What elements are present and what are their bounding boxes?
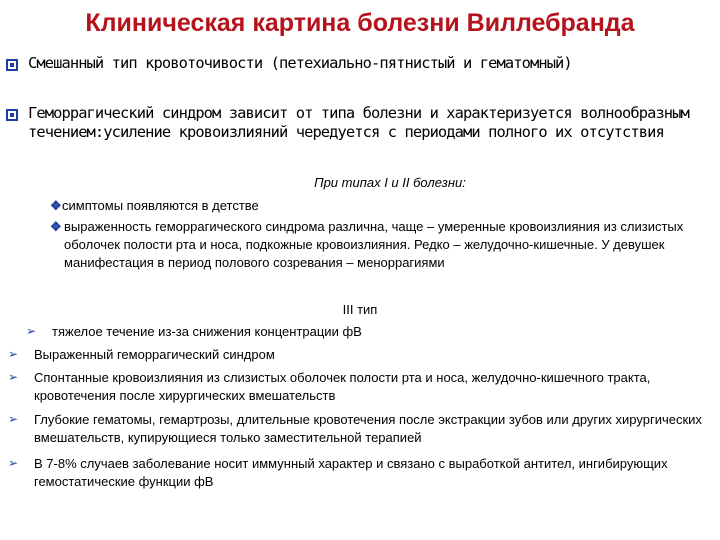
checkmark-bullet-icon: ❖ (50, 198, 62, 213)
point-text: Смешанный тип кровоточивости (петехиально-пятнистый и гематомный) (28, 54, 572, 72)
arrowhead-bullet-icon: ➢ (26, 324, 37, 338)
arrowhead-bullet-icon: ➢ (8, 456, 19, 470)
types-1-2-heading: При типах I и II болезни: (314, 175, 466, 190)
type-3-item (8, 369, 702, 404)
item-text: Выраженный геморрагический синдром (34, 347, 275, 362)
types-1-2-item (50, 218, 718, 273)
point-mixed-bleeding (6, 54, 714, 73)
checkmark-bullet-icon: ❖ (50, 219, 62, 234)
types-1-2-item (50, 197, 718, 215)
type-3-item (26, 323, 676, 341)
page-title: Клиническая картина болезни Виллебранда (85, 9, 635, 37)
type-3-item (8, 346, 702, 364)
point-text: Геморрагический синдром зависит от типа болезни и характеризуется волнообразным течением:усиление кровоизлияний чередуется с периодами полного их отсутствия (28, 104, 689, 141)
type-3-heading: III тип (342, 302, 378, 317)
item-text: Спонтанные кровоизлияния из слизистых оболочек полости рта и носа, желудочно-кишечного тракта, кровотечения после хирургических вмешательств (34, 370, 651, 403)
square-bullet-icon (6, 109, 18, 121)
point-hemorrhagic-syndrome (6, 104, 714, 141)
arrowhead-bullet-icon: ➢ (8, 370, 19, 384)
item-text: выраженность геморрагического синдрома различна, чаще – умеренные кровоизлияния из слизистых оболочек полости рта и носа, подкожные кровоизлияния. Редко – желудочно-кишечные. У девушек манифестация в период полового созревания – меноррагиями (64, 219, 684, 271)
item-text: симптомы появляются в детстве (62, 198, 259, 213)
type-3-item (8, 411, 702, 446)
arrowhead-bullet-icon: ➢ (8, 412, 19, 426)
square-bullet-icon (6, 59, 18, 71)
type-3-item (8, 455, 702, 490)
item-text: В 7-8% случаев заболевание носит иммунный характер и связано с выработкой антител, ингибирующих гемостатические функции фВ (34, 456, 668, 489)
item-text: Глубокие гематомы, гемартрозы, длительные кровотечения после экстракции зубов или других хирургических вмешательств, купирующиеся только заместительной терапией (34, 412, 702, 445)
item-text: тяжелое течение из-за снижения концентрации фВ (52, 324, 362, 339)
arrowhead-bullet-icon: ➢ (8, 347, 19, 361)
